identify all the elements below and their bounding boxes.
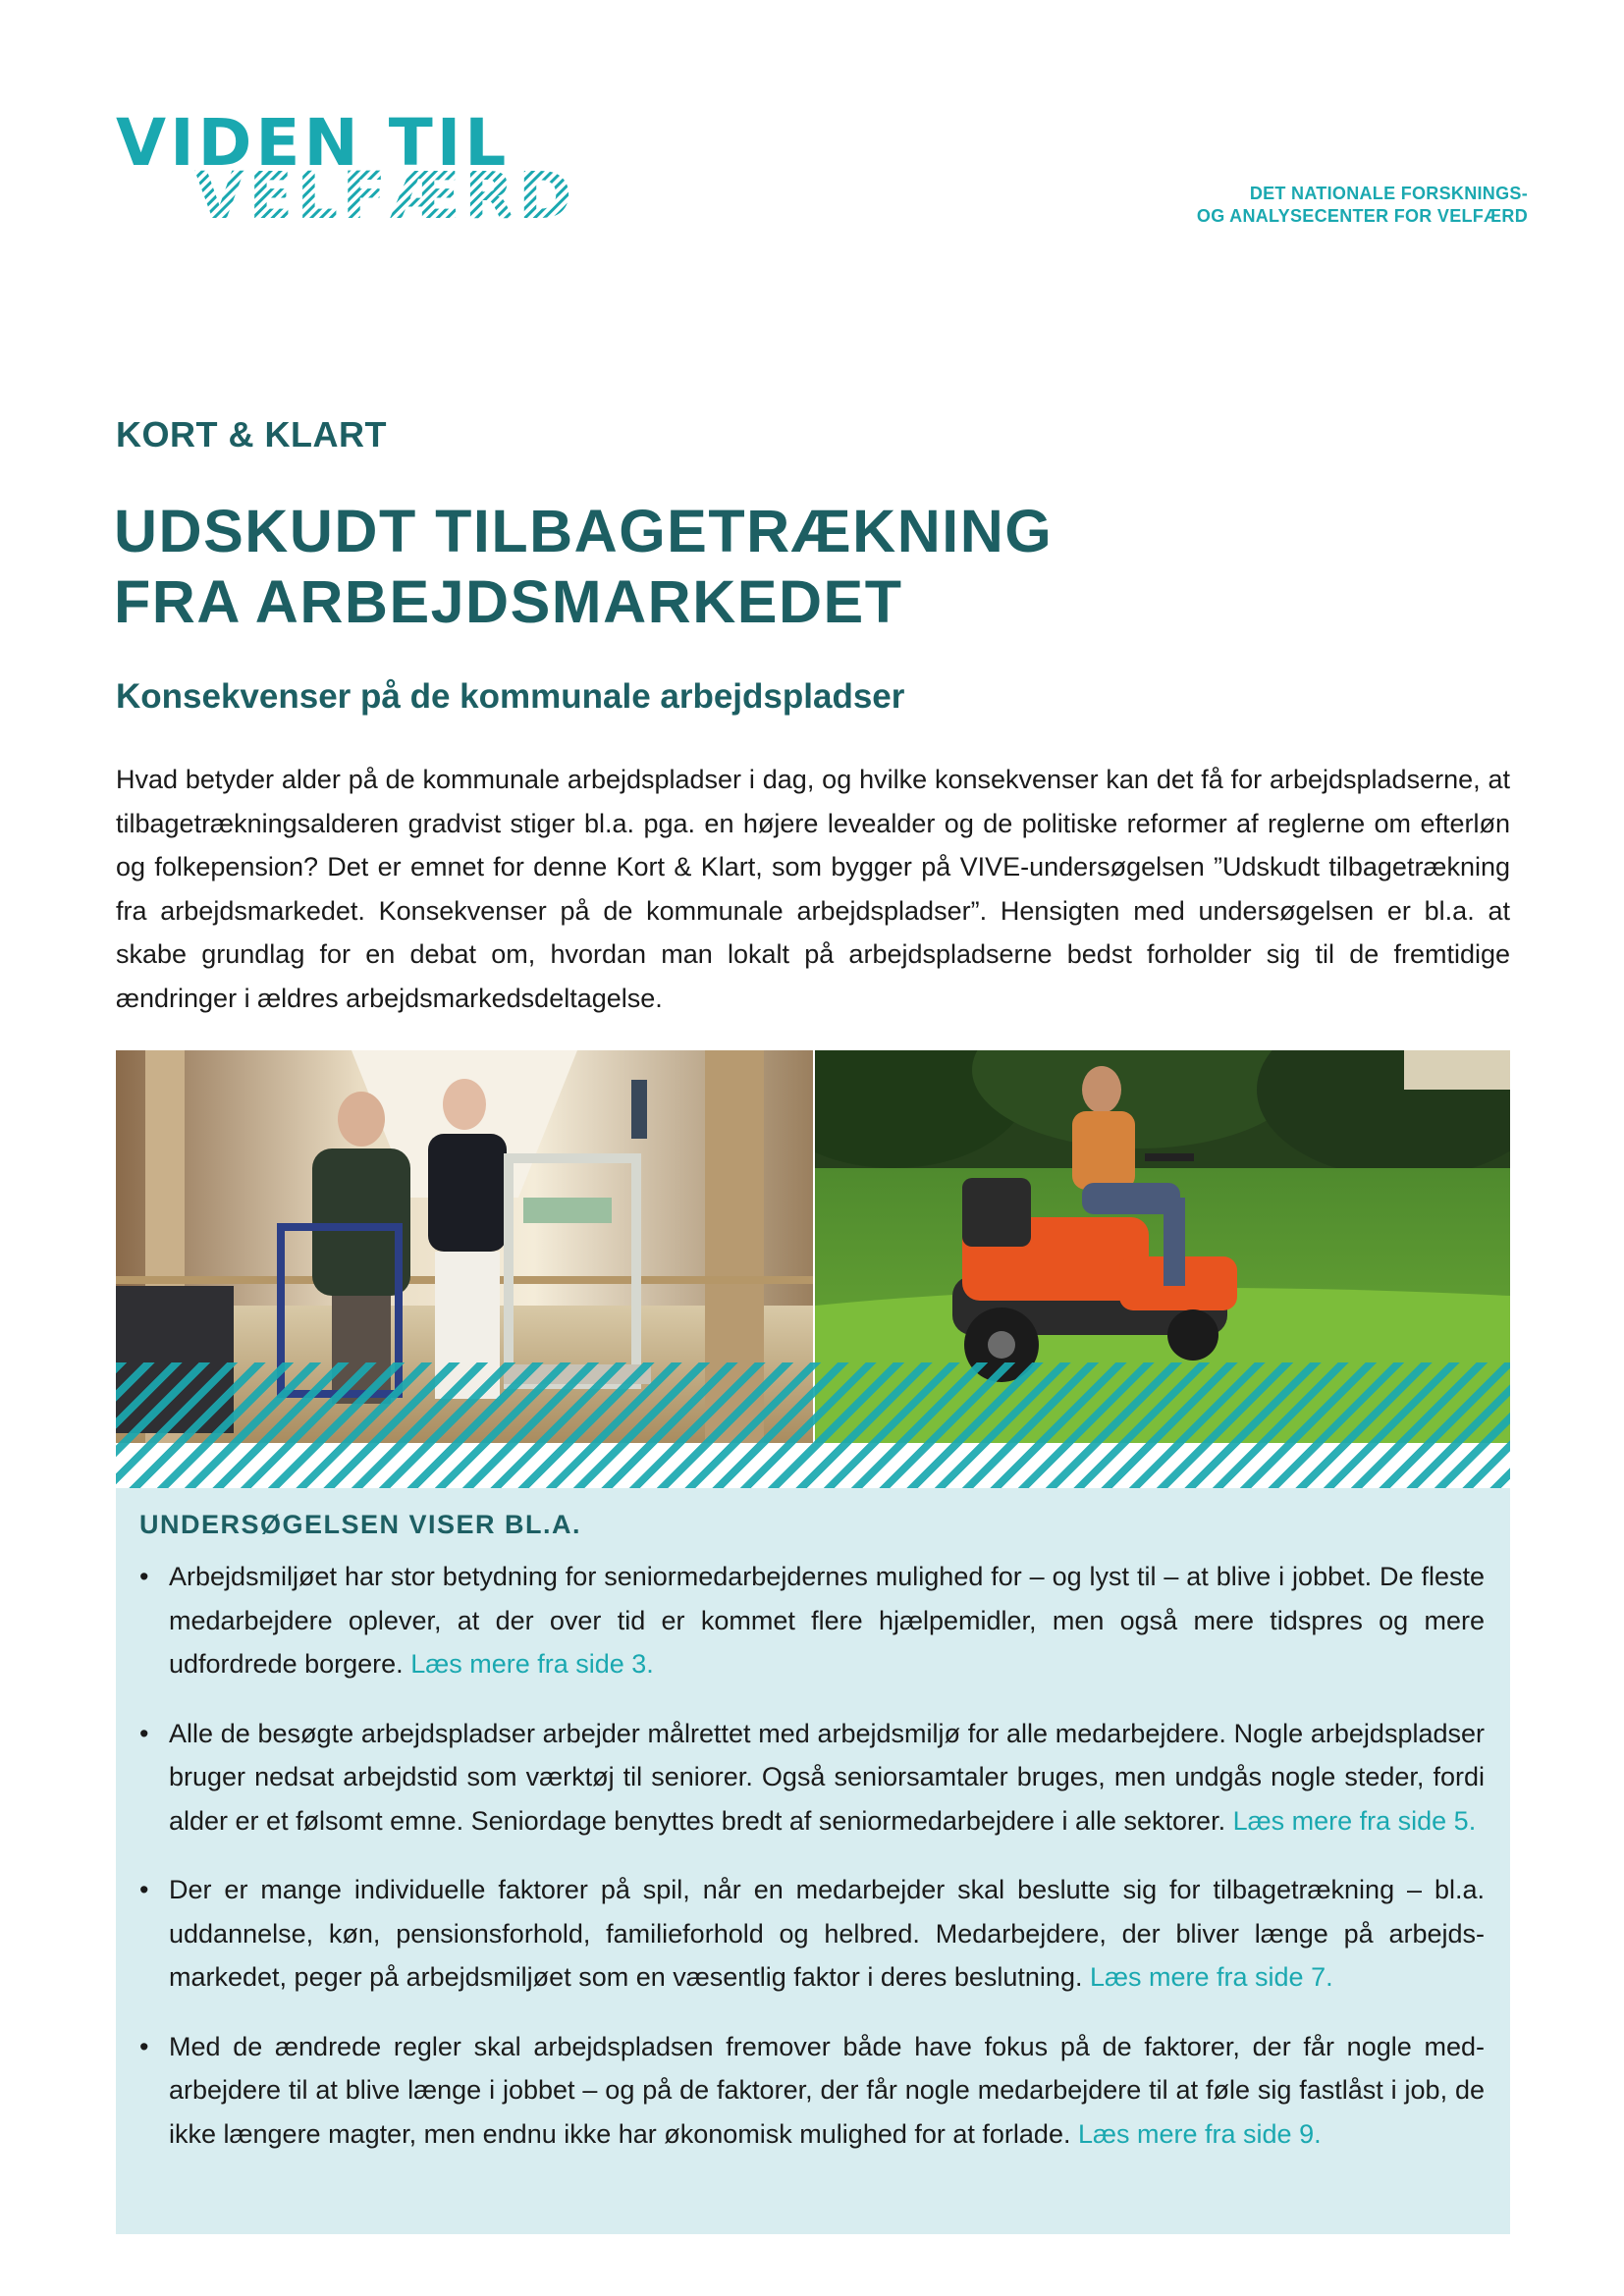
bullet-icon: • xyxy=(139,1875,149,1904)
org-line-2: OG ANALYSECENTER FOR VELFÆRD xyxy=(1196,206,1528,226)
logo-line-1: VIDEN TIL xyxy=(116,110,511,181)
findings-heading: UNDERSØGELSEN VISER BL.A. xyxy=(139,1510,582,1539)
read-more-link-page-5[interactable]: Læs mere fra side 5. xyxy=(1232,1805,1477,1836)
title-line-1: UDSKUDT TILBAGETRÆKNING xyxy=(114,498,1054,564)
list-item xyxy=(139,1555,1485,1686)
finding-text: Med de ændrede regler skal arbejdspladsen fremover både have fokus på de faktorer, der får nogle medarbejdere til at blive længe i jobbet – og på de faktorer, der får nogle medarbejdere til at føle sig fastlåst i job, de ikke længere magter, men endnu ikke har økonomisk mulighed for at forlade. xyxy=(169,2031,1485,2149)
finding-paragraph xyxy=(169,1555,1485,1686)
logo-line-2: VELFÆRD xyxy=(194,158,576,226)
list-item xyxy=(139,2025,1485,2157)
bullet-icon: • xyxy=(139,1718,149,1748)
finding-text: Alle de besøgte arbejdspladser arbejder målrettet med arbejdsmiljø for alle medarbejdere. Nogle arbejdspladser bruger nedsat arbejdstid som værktøj til seniorer. Også seniorsamtaler bruges, men undgås nogle steder, fordi alder er et følsomt emne. Seniordage benyttes bredt af seniormedarbejdere i alle sektorer. xyxy=(169,1718,1485,1836)
organization-name xyxy=(1197,183,1528,228)
viden-til-velfaerd-logo xyxy=(116,110,587,226)
findings-box xyxy=(116,1488,1510,2234)
intro-paragraph: Hvad betyder alder på de kommunale arbejdspladser i dag, og hvilke konsekvenser kan det få for arbejdspladserne, at tilbagetrækningsalderen gradvist stiger bl.a. pga. en højere levealder og de politiske reformer af reglerne om efterløn og folkepension? Det er emnet for denne Kort & Klart, som bygger på VIVE-undersøgelsen ”Udskudt tilbagetrækning fra arbejdsmarkedet. Konsekvenser på de kommunale arbejdspladser”. Hensigten med undersøgelsen er bl.a. at skabe grundlag for en debat om, hvordan man lokalt på arbejdspladserne bedst forholder sig til de fremtidige ændringer i ældres arbejdsmarkedsdeltagelse. xyxy=(116,765,1510,1013)
finding-text: Der er mange individuelle faktorer på spil, når en medarbejder skal beslutte sig for tilbagetrækning – bl.a. uddannelse, køn, pensionsforhold, familieforhold og helbred. Medarbejdere, der bliver længe på arbejdsmarkedet, peger på arbejdsmiljøet som en væsentlig faktor i deres beslutning. xyxy=(169,1875,1485,1992)
title-line-2: FRA ARBEJDSMARKEDET xyxy=(114,568,903,635)
finding-paragraph xyxy=(169,1712,1485,1843)
finding-paragraph xyxy=(169,1868,1485,2000)
series-label: KORT & KLART xyxy=(116,414,387,454)
org-line-1: DET NATIONALE FORSKNINGS- xyxy=(1249,184,1528,203)
list-item xyxy=(139,1868,1485,2000)
read-more-link-page-9[interactable]: Læs mere fra side 9. xyxy=(1077,2118,1322,2149)
page-title xyxy=(114,496,1053,637)
read-more-link-page-3[interactable]: Læs mere fra side 3. xyxy=(410,1649,654,1679)
finding-text: Arbejdsmiljøet har stor betydning for seniormedarbejdernes mulighed for – og lyst til – at blive i jobbet. De fleste medarbejdere oplever, at der over tid er kommet flere hjælpemidler, men også mere tidspres og mere udfordrede borgere. xyxy=(169,1562,1485,1679)
hatched-band xyxy=(116,1362,1510,1488)
read-more-link-page-7[interactable]: Læs mere fra side 7. xyxy=(1089,1962,1333,1992)
finding-paragraph xyxy=(169,2025,1485,2157)
bullet-icon: • xyxy=(139,2031,149,2061)
bullet-icon: • xyxy=(139,1562,149,1591)
list-item xyxy=(139,1712,1485,1843)
page-subtitle: Konsekvenser på de kommunale arbejdspladser xyxy=(116,677,905,716)
findings-list xyxy=(139,1555,1485,2181)
